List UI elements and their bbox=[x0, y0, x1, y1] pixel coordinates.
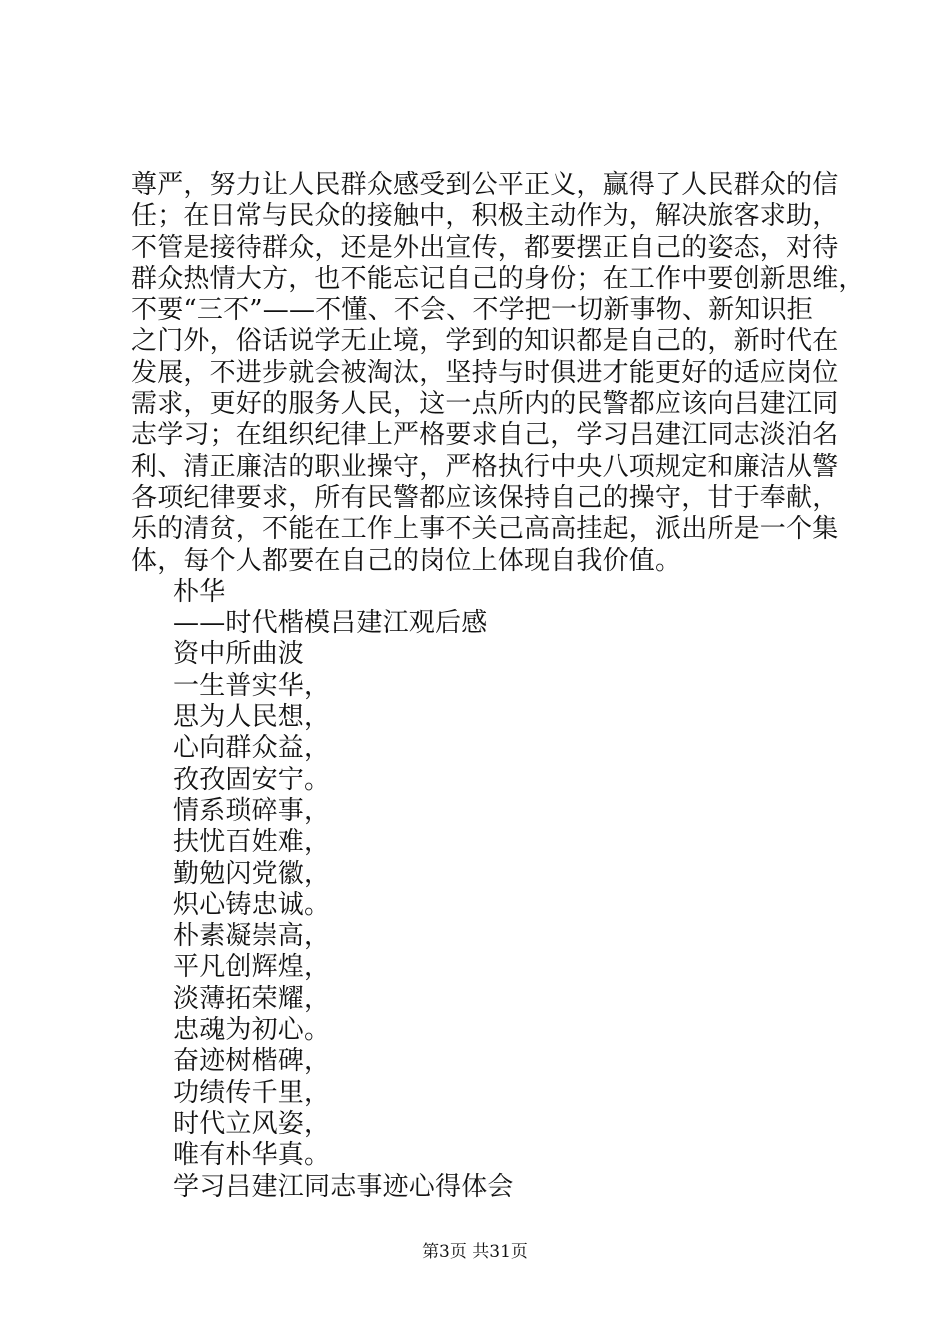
paragraph-line: 乐的清贫，不能在工作上事不关己高高挂起，派出所是一个集 bbox=[131, 514, 839, 545]
poem-line: 功绩传千里， bbox=[173, 1077, 331, 1108]
poem-line: 一生普实华， bbox=[173, 670, 331, 701]
paragraph-line: 群众热情大方，也不能忘记自己的身份；在工作中要创新思维， bbox=[131, 263, 865, 294]
page-number-footer: 第3页 共31页 bbox=[422, 1242, 528, 1262]
poem-line: 奋迹树楷碑， bbox=[173, 1046, 331, 1077]
paragraph-line: 需求，更好的服务人民，这一点所内的民警都应该向吕建江同 bbox=[131, 389, 839, 420]
poem-title: 朴华 bbox=[173, 576, 226, 607]
poem-subtitle: ——时代楷模吕建江观后感 bbox=[173, 608, 488, 639]
section-heading: 学习吕建江同志事迹心得体会 bbox=[173, 1171, 514, 1202]
paragraph-line: 利、清正廉洁的职业操守，严格执行中央八项规定和廉洁从警 bbox=[131, 451, 839, 482]
poem-line: 心向群众益， bbox=[173, 733, 331, 764]
paragraph-line: 不要“三不”——不懂、不会、不学把一切新事物、新知识拒 bbox=[131, 295, 813, 326]
poem-line: 思为人民想， bbox=[173, 702, 331, 733]
paragraph-line: 尊严，努力让人民群众感受到公平正义，赢得了人民群众的信 bbox=[131, 170, 839, 200]
paragraph-line: 志学习；在组织纪律上严格要求自己，学习吕建江同志淡泊名 bbox=[131, 420, 839, 451]
poem-author: 资中所曲波 bbox=[173, 639, 305, 670]
paragraph-line: 各项纪律要求，所有民警都应该保持自己的操守，甘于奉献， bbox=[131, 482, 839, 513]
poem-line: 淡薄拓荣耀， bbox=[173, 983, 331, 1014]
poem-line: 唯有朴华真。 bbox=[173, 1140, 331, 1171]
poem-line: 勤勉闪党徽， bbox=[173, 858, 331, 889]
poem-line: 忠魂为初心。 bbox=[173, 1015, 331, 1046]
poem-line: 情系琐碎事， bbox=[173, 795, 331, 826]
document-body bbox=[131, 170, 865, 1203]
poem-line: 扶忧百姓难， bbox=[173, 827, 331, 858]
paragraph-line: 任；在日常与民众的接触中，积极主动作为，解决旅客求助， bbox=[131, 201, 839, 232]
paragraph-line: 之门外，俗话说学无止境，学到的知识都是自己的，新时代在 bbox=[131, 326, 839, 357]
poem-line: 平凡创辉煌， bbox=[173, 952, 331, 983]
poem-line: 炽心铸忠诚。 bbox=[173, 889, 331, 920]
paragraph-line: 发展，不进步就会被淘汰，坚持与时俱进才能更好的适应岗位 bbox=[131, 357, 839, 388]
poem-line: 时代立风姿， bbox=[173, 1108, 331, 1139]
poem-line: 朴素凝崇高， bbox=[173, 921, 331, 952]
poem-line: 孜孜固安宁。 bbox=[173, 764, 331, 795]
paragraph-line: 不管是接待群众，还是外出宣传，都要摆正自己的姿态，对待 bbox=[131, 232, 839, 263]
paragraph-line: 体，每个人都要在自己的岗位上体现自我价值。 bbox=[131, 545, 682, 576]
